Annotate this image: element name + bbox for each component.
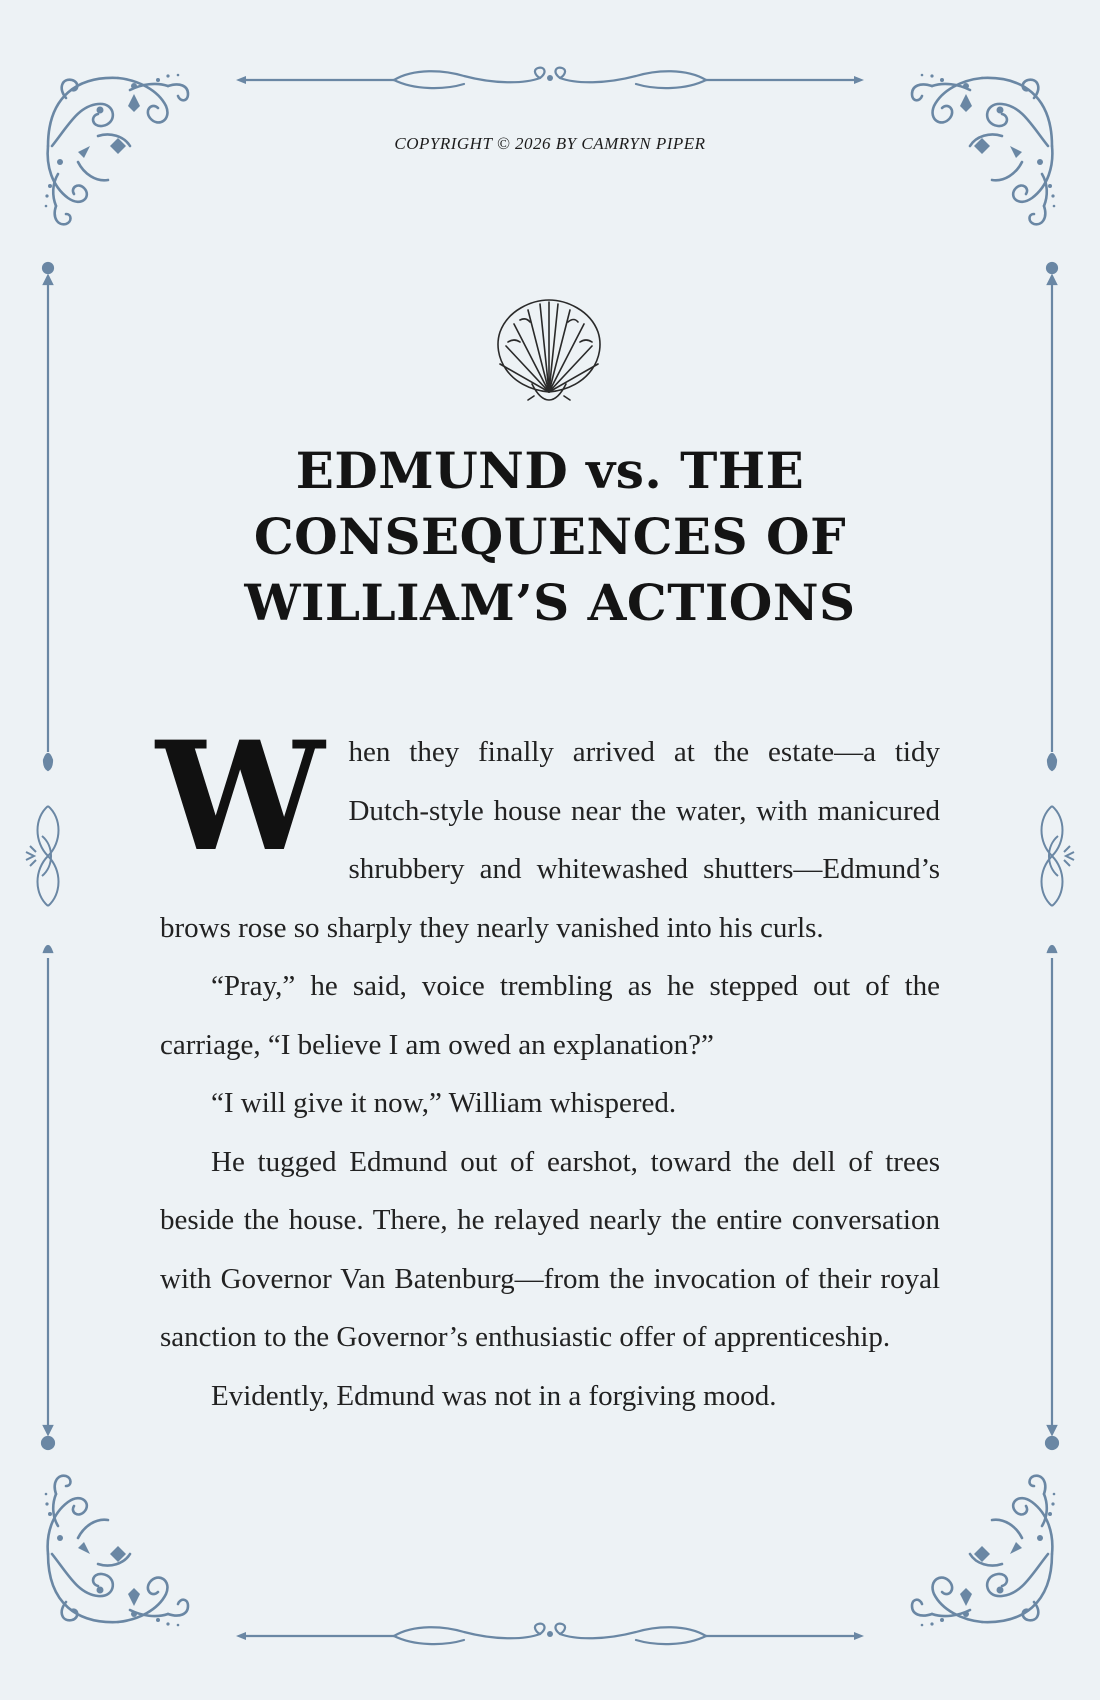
left-side-flourish xyxy=(26,806,59,906)
chapter-body xyxy=(156,709,940,1425)
scallop-shell-icon xyxy=(488,296,610,406)
paragraph-4: He tugged Edmund out of earshot, toward the dell of trees beside the house. There, he relayed nearly the entire conversation with Governor Van Batenburg—from the invocation of their royal sanction to the Governor’s enthusiastic offer of apprenticeship. xyxy=(160,1145,940,1353)
drop-cap: W xyxy=(156,709,325,885)
bottom-divider xyxy=(236,1624,864,1644)
paragraph-2: “Pray,” he said, voice trembling as he stepped out of the carriage, “I believe I am owed an explanation?” xyxy=(160,970,940,1061)
corner-ornament-bottom-left xyxy=(45,1476,188,1627)
paragraph-1 xyxy=(156,709,940,957)
chapter-title-line-1: EDMUND vs. THE xyxy=(295,441,805,500)
corner-ornament-bottom-right xyxy=(912,1476,1055,1627)
paragraph-3: “I will give it now,” William whispered. xyxy=(211,1087,677,1119)
top-divider xyxy=(236,68,864,88)
paragraph-1-text: hen they finally arrived at the estate—a tidy Dutch-style house near the water, with manicured shrubbery and whitewashed shutters—Edmund’s brows rose so sharply they nearly vanished into his curls. xyxy=(160,736,940,944)
right-side-flourish xyxy=(1042,806,1075,906)
chapter-title xyxy=(150,438,950,636)
chapter-title-line-3: WILLIAM’S ACTIONS xyxy=(244,573,856,632)
chapter-title-line-2: CONSEQUENCES OF xyxy=(253,507,847,566)
paragraph-5: Evidently, Edmund was not in a forgiving mood. xyxy=(211,1379,777,1412)
copyright-line: COPYRIGHT © 2026 BY CAMRYN PIPER xyxy=(394,134,706,153)
